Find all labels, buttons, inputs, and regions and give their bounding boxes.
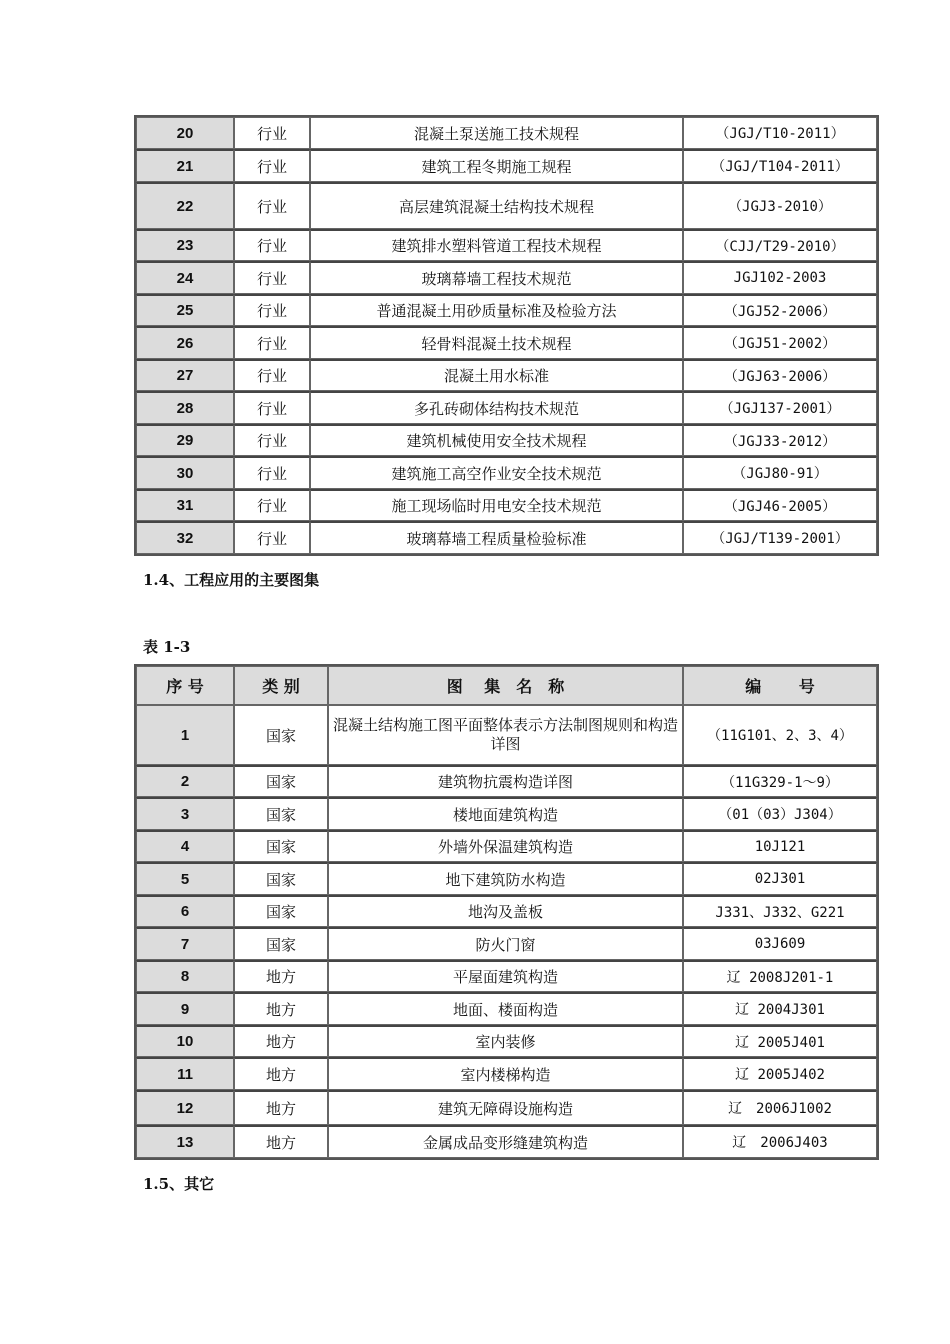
table-row xyxy=(136,117,877,149)
row-number: 8 xyxy=(136,960,234,992)
row-code: （JGJ137-2001） xyxy=(683,391,877,424)
row-number: 23 xyxy=(136,229,234,261)
row-number: 26 xyxy=(136,326,234,359)
row-type: 国家 xyxy=(234,705,328,765)
atlas-table xyxy=(134,664,879,1160)
row-type: 行业 xyxy=(234,456,310,489)
row-code: （JGJ/T139-2001） xyxy=(683,521,877,554)
table-row xyxy=(136,1025,877,1057)
row-code: 辽 2005J402 xyxy=(683,1057,877,1090)
table-row xyxy=(136,1057,877,1090)
row-name: 施工现场临时用电安全技术规范 xyxy=(310,489,683,521)
table-row xyxy=(136,261,877,294)
table-row xyxy=(136,830,877,862)
table-header-row xyxy=(136,666,877,705)
row-type: 地方 xyxy=(234,1057,328,1090)
row-name: 多孔砖砌体结构技术规范 xyxy=(310,391,683,424)
row-code: J331、J332、G221 xyxy=(683,895,877,927)
row-name: 地面、楼面构造 xyxy=(328,992,683,1025)
row-name: 建筑排水塑料管道工程技术规程 xyxy=(310,229,683,261)
row-number: 5 xyxy=(136,862,234,895)
row-number: 22 xyxy=(136,182,234,229)
table-row xyxy=(136,489,877,521)
row-name: 建筑机械使用安全技术规程 xyxy=(310,424,683,456)
row-code: 辽 2004J301 xyxy=(683,992,877,1025)
row-code: 辽 2008J201-1 xyxy=(683,960,877,992)
row-code: （11G101、2、3、4） xyxy=(683,705,877,765)
row-type: 地方 xyxy=(234,960,328,992)
section-heading-1-5: 1.5、其它 xyxy=(143,1175,215,1193)
row-name: 室内楼梯构造 xyxy=(328,1057,683,1090)
row-number: 21 xyxy=(136,149,234,182)
row-number: 24 xyxy=(136,261,234,294)
header-number: 序 号 xyxy=(136,666,234,705)
table-row xyxy=(136,182,877,229)
row-code: 辽 2006J1002 xyxy=(683,1090,877,1125)
row-type: 行业 xyxy=(234,229,310,261)
row-code: （JGJ33-2012） xyxy=(683,424,877,456)
row-number: 2 xyxy=(136,765,234,797)
row-code: （11G329-1～9） xyxy=(683,765,877,797)
row-number: 30 xyxy=(136,456,234,489)
row-name: 建筑施工高空作业安全技术规范 xyxy=(310,456,683,489)
row-type: 行业 xyxy=(234,359,310,391)
table-row xyxy=(136,797,877,830)
table-row xyxy=(136,521,877,554)
row-number: 10 xyxy=(136,1025,234,1057)
row-type: 地方 xyxy=(234,1090,328,1125)
row-type: 行业 xyxy=(234,326,310,359)
row-code: 02J301 xyxy=(683,862,877,895)
table-row xyxy=(136,895,877,927)
row-number: 28 xyxy=(136,391,234,424)
row-type: 国家 xyxy=(234,927,328,960)
standards-table xyxy=(134,115,879,556)
table-row xyxy=(136,424,877,456)
table-row xyxy=(136,359,877,391)
row-number: 31 xyxy=(136,489,234,521)
row-type: 行业 xyxy=(234,489,310,521)
row-type: 地方 xyxy=(234,1025,328,1057)
section-heading-1-4: 1.4、工程应用的主要图集 xyxy=(143,571,320,589)
row-name: 建筑无障碍设施构造 xyxy=(328,1090,683,1125)
table-row xyxy=(136,1125,877,1158)
table-row xyxy=(136,960,877,992)
row-code: （JGJ63-2006） xyxy=(683,359,877,391)
row-name: 地下建筑防水构造 xyxy=(328,862,683,895)
row-number: 12 xyxy=(136,1090,234,1125)
table-row xyxy=(136,862,877,895)
row-name: 混凝土结构施工图平面整体表示方法制图规则和构造详图 xyxy=(328,705,683,765)
row-number: 32 xyxy=(136,521,234,554)
row-name: 防火门窗 xyxy=(328,927,683,960)
row-type: 地方 xyxy=(234,992,328,1025)
row-code: （JGJ80-91） xyxy=(683,456,877,489)
table-row xyxy=(136,326,877,359)
row-type: 国家 xyxy=(234,797,328,830)
row-number: 3 xyxy=(136,797,234,830)
row-number: 6 xyxy=(136,895,234,927)
table-row xyxy=(136,705,877,765)
row-name: 建筑物抗震构造详图 xyxy=(328,765,683,797)
row-type: 国家 xyxy=(234,895,328,927)
table-row xyxy=(136,294,877,326)
table-row xyxy=(136,992,877,1025)
table-row xyxy=(136,1090,877,1125)
row-name: 金属成品变形缝建筑构造 xyxy=(328,1125,683,1158)
row-code: 10J121 xyxy=(683,830,877,862)
row-number: 29 xyxy=(136,424,234,456)
row-type: 国家 xyxy=(234,830,328,862)
row-code: （JGJ52-2006） xyxy=(683,294,877,326)
row-type: 行业 xyxy=(234,182,310,229)
row-code: JGJ102-2003 xyxy=(683,261,877,294)
table-row xyxy=(136,391,877,424)
row-code: 辽 2006J403 xyxy=(683,1125,877,1158)
row-code: 03J609 xyxy=(683,927,877,960)
row-number: 11 xyxy=(136,1057,234,1090)
row-name: 混凝土泵送施工技术规程 xyxy=(310,117,683,149)
row-code: （JGJ/T10-2011） xyxy=(683,117,877,149)
row-name: 玻璃幕墙工程质量检验标准 xyxy=(310,521,683,554)
row-number: 25 xyxy=(136,294,234,326)
table-row xyxy=(136,927,877,960)
row-number: 13 xyxy=(136,1125,234,1158)
table-row xyxy=(136,765,877,797)
row-type: 国家 xyxy=(234,765,328,797)
row-name: 玻璃幕墙工程技术规范 xyxy=(310,261,683,294)
row-code: （JGJ46-2005） xyxy=(683,489,877,521)
row-code: （CJJ/T29-2010） xyxy=(683,229,877,261)
row-name: 建筑工程冬期施工规程 xyxy=(310,149,683,182)
row-type: 行业 xyxy=(234,117,310,149)
row-number: 9 xyxy=(136,992,234,1025)
row-number: 1 xyxy=(136,705,234,765)
row-type: 行业 xyxy=(234,391,310,424)
row-code: （01（03）J304） xyxy=(683,797,877,830)
row-name: 混凝土用水标准 xyxy=(310,359,683,391)
row-type: 行业 xyxy=(234,521,310,554)
row-number: 7 xyxy=(136,927,234,960)
row-name: 平屋面建筑构造 xyxy=(328,960,683,992)
row-type: 国家 xyxy=(234,862,328,895)
row-type: 地方 xyxy=(234,1125,328,1158)
header-name: 图 集 名 称 xyxy=(328,666,683,705)
table-row xyxy=(136,229,877,261)
row-name: 室内装修 xyxy=(328,1025,683,1057)
row-type: 行业 xyxy=(234,261,310,294)
header-type: 类 别 xyxy=(234,666,328,705)
row-name: 楼地面建筑构造 xyxy=(328,797,683,830)
row-code: 辽 2005J401 xyxy=(683,1025,877,1057)
table-row xyxy=(136,149,877,182)
row-name: 高层建筑混凝土结构技术规程 xyxy=(310,182,683,229)
row-code: （JGJ/T104-2011） xyxy=(683,149,877,182)
row-code: （JGJ51-2002） xyxy=(683,326,877,359)
row-name: 轻骨料混凝土技术规程 xyxy=(310,326,683,359)
row-number: 27 xyxy=(136,359,234,391)
row-name: 普通混凝土用砂质量标准及检验方法 xyxy=(310,294,683,326)
row-type: 行业 xyxy=(234,424,310,456)
row-code: （JGJ3-2010） xyxy=(683,182,877,229)
row-type: 行业 xyxy=(234,149,310,182)
table-row xyxy=(136,456,877,489)
row-type: 行业 xyxy=(234,294,310,326)
row-number: 4 xyxy=(136,830,234,862)
table-caption: 表 1-3 xyxy=(143,638,191,656)
row-name: 地沟及盖板 xyxy=(328,895,683,927)
row-name: 外墙外保温建筑构造 xyxy=(328,830,683,862)
header-code: 编 号 xyxy=(683,666,877,705)
row-number: 20 xyxy=(136,117,234,149)
